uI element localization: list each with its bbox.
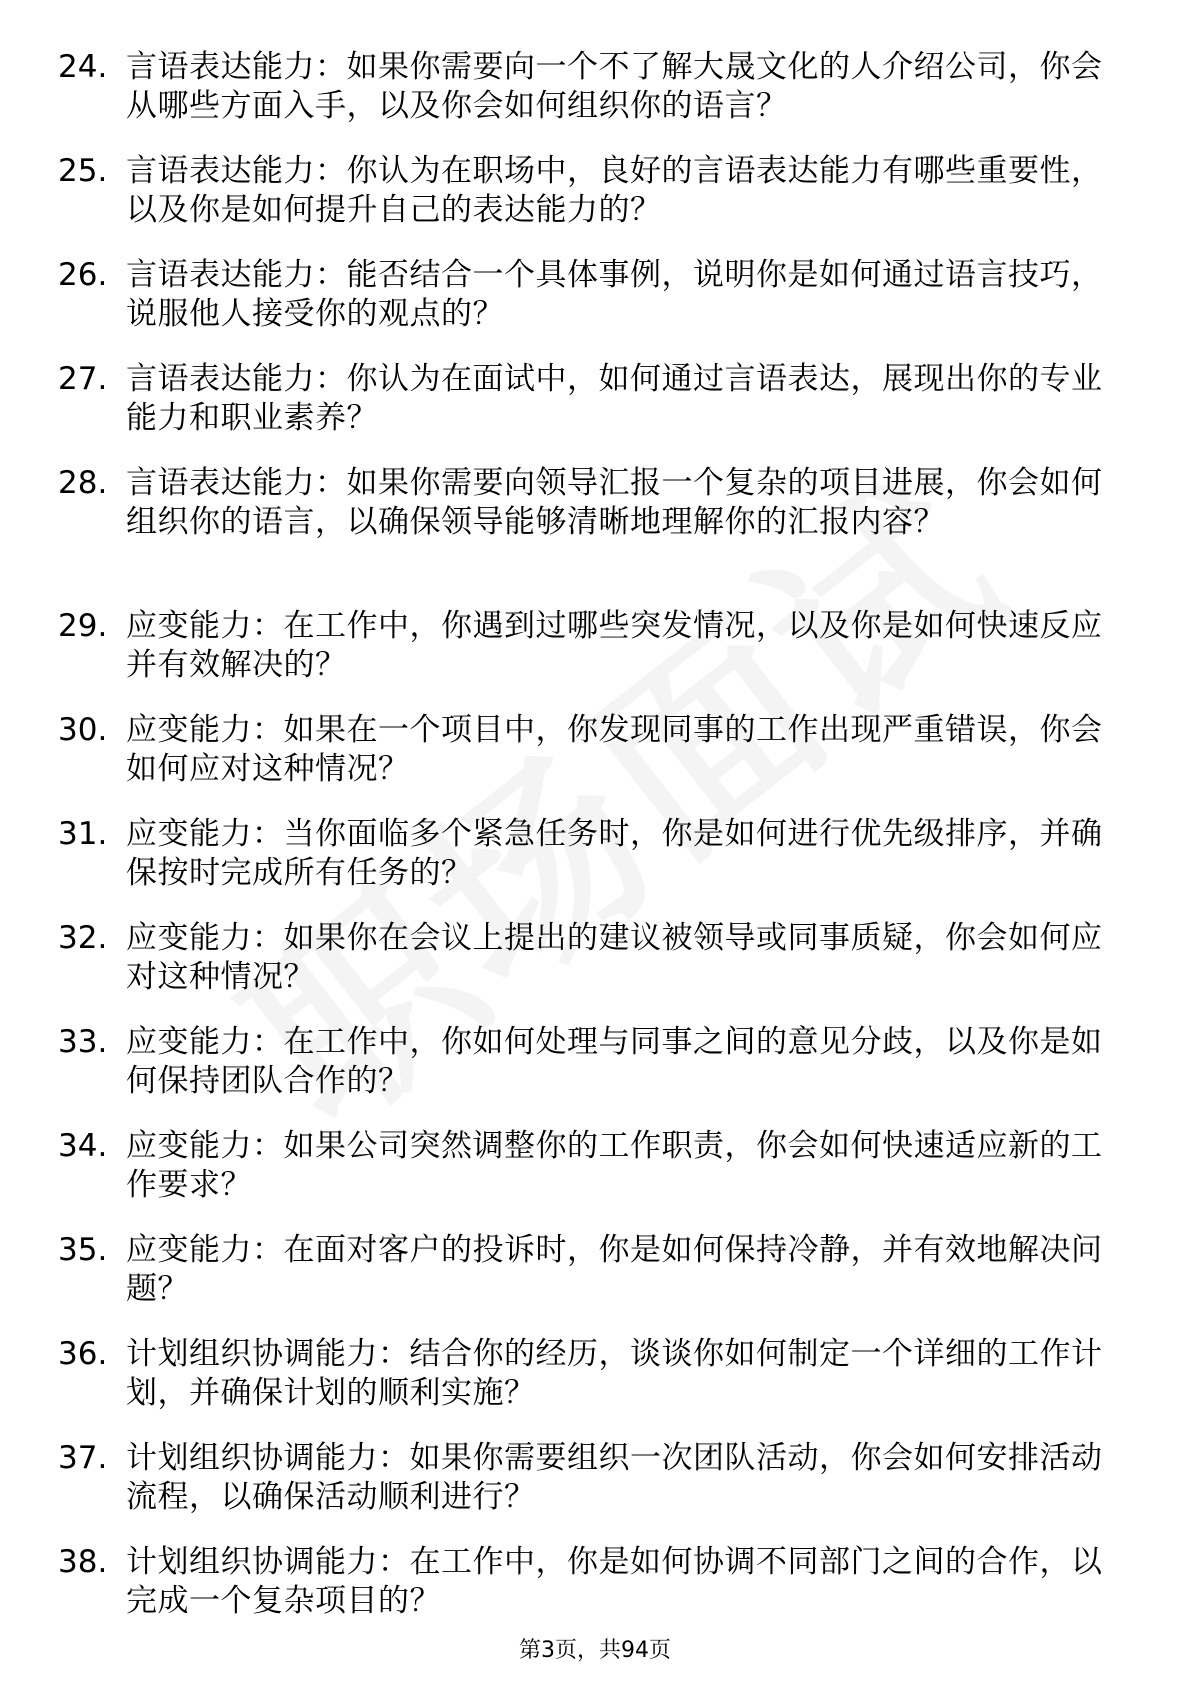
question-number: 33. xyxy=(58,1024,108,1060)
question-item xyxy=(58,464,1118,607)
question-text: 言语表达能力：能否结合一个具体事例，说明你是如何通过语言技巧，说服他人接受你的观点的？ xyxy=(126,257,1103,332)
question-number: 29. xyxy=(58,608,108,644)
question-number: 37. xyxy=(58,1440,108,1476)
question-item xyxy=(58,1023,1118,1127)
question-item xyxy=(58,711,1118,815)
question-number: 25. xyxy=(58,153,108,189)
question-number: 35. xyxy=(58,1232,108,1268)
question-number: 34. xyxy=(58,1128,108,1164)
question-text: 言语表达能力：你认为在面试中，如何通过言语表达，展现出你的专业能力和职业素养？ xyxy=(126,361,1103,436)
question-item xyxy=(58,815,1118,919)
question-number: 38. xyxy=(58,1544,108,1580)
question-number: 24. xyxy=(58,49,108,85)
question-item xyxy=(58,1439,1118,1543)
question-text: 应变能力：在工作中，你遇到过哪些突发情况，以及你是如何快速反应并有效解决的？ xyxy=(126,608,1103,683)
page-number: 第3页，共94页 xyxy=(519,1638,671,1663)
question-number: 28. xyxy=(58,465,108,501)
question-item xyxy=(58,607,1118,711)
question-item xyxy=(58,1231,1118,1335)
question-number: 32. xyxy=(58,920,108,956)
question-number: 36. xyxy=(58,1336,108,1372)
question-text: 计划组织协调能力：如果你需要组织一次团队活动，你会如何安排活动流程，以确保活动顺利进行？ xyxy=(126,1440,1103,1515)
question-text: 应变能力：在工作中，你如何处理与同事之间的意见分歧，以及你是如何保持团队合作的？ xyxy=(126,1024,1103,1099)
question-number: 31. xyxy=(58,816,108,852)
question-item xyxy=(58,919,1118,1023)
question-text: 应变能力：如果在一个项目中，你发现同事的工作出现严重错误，你会如何应对这种情况？ xyxy=(126,712,1103,787)
question-item xyxy=(58,360,1118,464)
question-text: 应变能力：在面对客户的投诉时，你是如何保持冷静，并有效地解决问题？ xyxy=(126,1232,1103,1307)
question-text: 言语表达能力：如果你需要向领导汇报一个复杂的项目进展，你会如何组织你的语言，以确保领导能够清晰地理解你的汇报内容？ xyxy=(126,465,1103,540)
question-item xyxy=(58,256,1118,360)
question-item xyxy=(58,152,1118,256)
question-item xyxy=(58,48,1118,152)
question-item xyxy=(58,1543,1118,1639)
question-text: 应变能力：如果你在会议上提出的建议被领导或同事质疑，你会如何应对这种情况？ xyxy=(126,920,1103,995)
question-text: 言语表达能力：你认为在职场中，良好的言语表达能力有哪些重要性，以及你是如何提升自己的表达能力的？ xyxy=(126,153,1103,228)
question-number: 30. xyxy=(58,712,108,748)
question-text: 言语表达能力：如果你需要向一个不了解大晟文化的人介绍公司，你会从哪些方面入手，以及你会如何组织你的语言？ xyxy=(126,49,1103,124)
question-number: 27. xyxy=(58,361,108,397)
question-text: 应变能力：当你面临多个紧急任务时，你是如何进行优先级排序，并确保按时完成所有任务的？ xyxy=(126,816,1103,891)
question-text: 计划组织协调能力：在工作中，你是如何协调不同部门之间的合作，以完成一个复杂项目的？ xyxy=(126,1544,1103,1619)
page-footer xyxy=(0,1638,1190,1664)
question-item xyxy=(58,1335,1118,1439)
question-item xyxy=(58,1127,1118,1231)
question-text: 计划组织协调能力：结合你的经历，谈谈你如何制定一个详细的工作计划，并确保计划的顺利实施？ xyxy=(126,1336,1103,1411)
question-list xyxy=(58,48,1118,1639)
question-number: 26. xyxy=(58,257,108,293)
question-text: 应变能力：如果公司突然调整你的工作职责，你会如何快速适应新的工作要求？ xyxy=(126,1128,1103,1203)
